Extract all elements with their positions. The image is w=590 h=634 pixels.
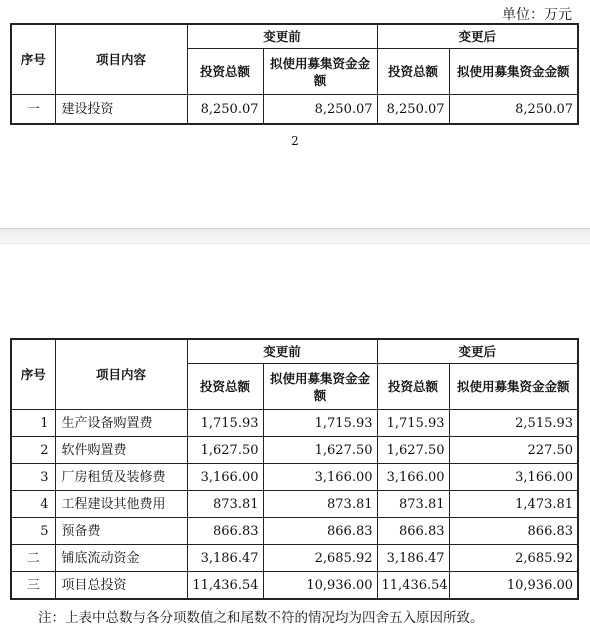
header-after: 变更后 bbox=[377, 339, 578, 364]
cell-after-raised: 2,685.92 bbox=[449, 545, 578, 572]
cell-before-raised: 2,685.92 bbox=[263, 545, 377, 572]
cell-seq: 一 bbox=[11, 95, 55, 125]
header-after-total: 投资总额 bbox=[377, 364, 449, 410]
cell-before-total: 11,436.54 bbox=[187, 572, 263, 600]
header-before-total: 投资总额 bbox=[187, 49, 263, 95]
cell-after-total: 873.81 bbox=[377, 491, 449, 518]
cell-item: 预备费 bbox=[55, 518, 187, 545]
investment-table-top bbox=[10, 23, 579, 125]
cell-item: 厂房租赁及装修费 bbox=[55, 464, 187, 491]
cell-before-total: 8,250.07 bbox=[187, 95, 263, 125]
table-row bbox=[11, 518, 578, 545]
header-before: 变更前 bbox=[187, 339, 377, 364]
cell-seq: 1 bbox=[11, 410, 55, 437]
table-row bbox=[11, 464, 578, 491]
cell-after-total: 866.83 bbox=[377, 518, 449, 545]
cell-after-raised: 866.83 bbox=[449, 518, 578, 545]
page-divider bbox=[0, 228, 590, 244]
cell-after-total: 1,715.93 bbox=[377, 410, 449, 437]
cell-item: 建设投资 bbox=[55, 95, 187, 125]
cell-after-raised: 2,515.93 bbox=[449, 410, 578, 437]
cell-after-raised: 8,250.07 bbox=[449, 95, 578, 125]
table-row bbox=[11, 437, 578, 464]
header-before-total: 投资总额 bbox=[187, 364, 263, 410]
cell-seq: 三 bbox=[11, 572, 55, 600]
cell-before-raised: 3,166.00 bbox=[263, 464, 377, 491]
cell-after-total: 3,166.00 bbox=[377, 464, 449, 491]
cell-after-raised: 227.50 bbox=[449, 437, 578, 464]
header-after-raised: 拟使用募集资金金额 bbox=[449, 364, 578, 410]
cell-before-total: 3,186.47 bbox=[187, 545, 263, 572]
cell-after-total: 8,250.07 bbox=[377, 95, 449, 125]
cell-before-raised: 10,936.00 bbox=[263, 572, 377, 600]
unit-label: 单位：万元 bbox=[502, 7, 572, 23]
cell-item: 铺底流动资金 bbox=[55, 545, 187, 572]
investment-table-detail bbox=[10, 338, 579, 600]
header-after-total: 投资总额 bbox=[377, 49, 449, 95]
cell-before-total: 1,715.93 bbox=[187, 410, 263, 437]
table-row bbox=[11, 410, 578, 437]
cell-seq: 二 bbox=[11, 545, 55, 572]
cell-seq: 4 bbox=[11, 491, 55, 518]
table-note: 注：上表中总数与各分项数值之和尾数不符的情况均为四舍五入原因所致。 bbox=[38, 610, 484, 626]
cell-item: 项目总投资 bbox=[55, 572, 187, 600]
cell-before-total: 3,166.00 bbox=[187, 464, 263, 491]
header-before-raised: 拟使用募集资金金额 bbox=[263, 364, 377, 410]
cell-before-raised: 873.81 bbox=[263, 491, 377, 518]
cell-seq: 5 bbox=[11, 518, 55, 545]
cell-after-raised: 1,473.81 bbox=[449, 491, 578, 518]
cell-after-total: 1,627.50 bbox=[377, 437, 449, 464]
table-row bbox=[11, 572, 578, 600]
table-row bbox=[11, 491, 578, 518]
page-number: 2 bbox=[291, 134, 299, 148]
cell-before-raised: 866.83 bbox=[263, 518, 377, 545]
header-item: 项目内容 bbox=[55, 24, 187, 95]
cell-item: 软件购置费 bbox=[55, 437, 187, 464]
cell-after-raised: 3,166.00 bbox=[449, 464, 578, 491]
header-seq: 序号 bbox=[11, 24, 55, 95]
cell-before-total: 873.81 bbox=[187, 491, 263, 518]
header-before-raised: 拟使用募集资金金额 bbox=[263, 49, 377, 95]
cell-before-raised: 1,715.93 bbox=[263, 410, 377, 437]
cell-after-total: 11,436.54 bbox=[377, 572, 449, 600]
cell-item: 工程建设其他费用 bbox=[55, 491, 187, 518]
table-row bbox=[11, 95, 578, 125]
cell-after-raised: 10,936.00 bbox=[449, 572, 578, 600]
cell-item: 生产设备购置费 bbox=[55, 410, 187, 437]
cell-before-raised: 1,627.50 bbox=[263, 437, 377, 464]
header-after: 变更后 bbox=[377, 24, 578, 49]
cell-before-total: 866.83 bbox=[187, 518, 263, 545]
header-seq: 序号 bbox=[11, 339, 55, 410]
cell-before-total: 1,627.50 bbox=[187, 437, 263, 464]
table-row bbox=[11, 545, 578, 572]
cell-seq: 3 bbox=[11, 464, 55, 491]
cell-after-total: 3,186.47 bbox=[377, 545, 449, 572]
cell-seq: 2 bbox=[11, 437, 55, 464]
header-before: 变更前 bbox=[187, 24, 377, 49]
header-item: 项目内容 bbox=[55, 339, 187, 410]
cell-before-raised: 8,250.07 bbox=[263, 95, 377, 125]
header-after-raised: 拟使用募集资金金额 bbox=[449, 49, 578, 95]
